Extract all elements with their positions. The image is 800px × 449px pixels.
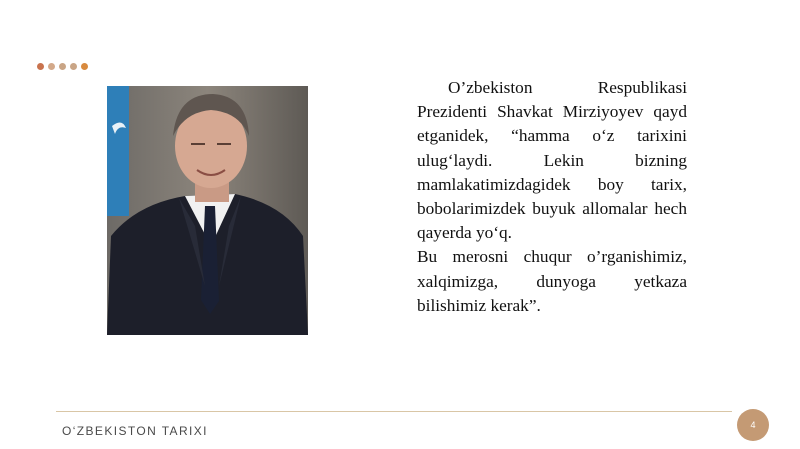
portrait-photo [107, 86, 308, 335]
quote-text [417, 76, 687, 318]
footer-divider [56, 411, 732, 412]
portrait-illustration [107, 86, 308, 335]
decor-dot [59, 63, 66, 70]
quote-paragraph: Bu merosni chuqur o’rganishimiz, xalqimizga, dunyoga yetkaza bilishimiz kerak”. [417, 247, 687, 315]
decor-dot [37, 63, 44, 70]
decor-dot [81, 63, 88, 70]
quote-paragraph: O’zbekiston Respublikasi Prezidenti Shavkat Mirziyoyev qayd etganidek, “hamma o‘z tarixini ulug‘laydi. Lekin bizning mamlakatimizdagidek boy tarix, bobolarimizdek buyuk allomalar hech qayerda yo‘q. [417, 78, 687, 243]
decor-dot [48, 63, 55, 70]
decorative-dots [37, 63, 88, 70]
decor-dot [70, 63, 77, 70]
flag-shape [107, 86, 129, 216]
page-number-badge: 4 [737, 409, 769, 441]
footer-title: O‘ZBEKISTON TARIXI [62, 424, 208, 438]
